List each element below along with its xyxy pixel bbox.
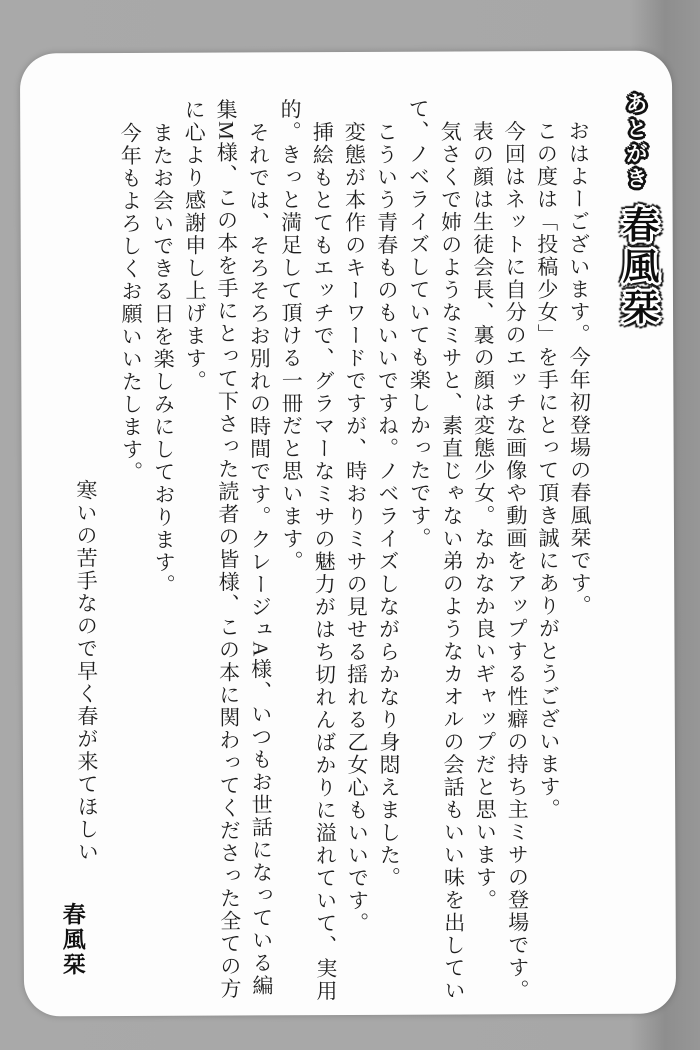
text-column: て、ノベライズしていても楽しかったです。 (406, 97, 433, 550)
text-column: 集M様、この本を手にとって下さった読者の皆様、この本に関わってくださった全ての方 (214, 98, 243, 1001)
text-column: またお会いできる日を楽しみにしております。 (150, 121, 177, 597)
text-column: に心より感謝申し上げます。 (182, 98, 208, 393)
closing-remark-column: 寒いの苦手なので早く春が来てほしい (73, 479, 100, 864)
text-column: 的。きっと満足して頂ける一冊だと思います。 (278, 98, 305, 573)
text-column: 変態が本作のキーワードですが、時おりミサの見せる揺れる乙女心もいいです。 (342, 120, 370, 935)
text-column: おはよーございます。今年初登場の春風栞です。 (566, 119, 593, 618)
text-column: 表の顔は生徒会長、裏の顔は変態少女。なかなか良いギャップだと思います。 (470, 120, 498, 912)
text-column: それでは、そろそろお別れの時間です。クレージュA様、いつもお世話になっている編 (246, 121, 275, 998)
afterword-label: あとがき (623, 91, 649, 192)
text-column: 今年もよろしくお願いいたします。 (118, 121, 144, 484)
text-column: この度は「投稿少女」を手にとって頂き誠にありがとうございます。 (534, 120, 562, 821)
book-page (20, 51, 676, 1017)
afterword-title (612, 92, 659, 329)
text-column: 気さくで姉のようなミサと、素直じゃない弟のようなカオルの会話もいい味を出してい (438, 120, 467, 1003)
author-name-title: 春風栞 (615, 205, 658, 329)
author-signature: 春風栞 (59, 902, 85, 978)
text-column: こういう青春ものもいいですね。ノベライズしながらかなり身悶えました。 (374, 120, 402, 890)
text-column: 今回はネットに自分のエッチな画像や動画をアップする性癖の持ち主ミサの登場です。 (502, 120, 531, 1002)
text-column: 挿絵もとてもエッチで、グラマーなミサの魅力がはち切れんばかりに溢れていて、実用 (310, 121, 339, 1003)
